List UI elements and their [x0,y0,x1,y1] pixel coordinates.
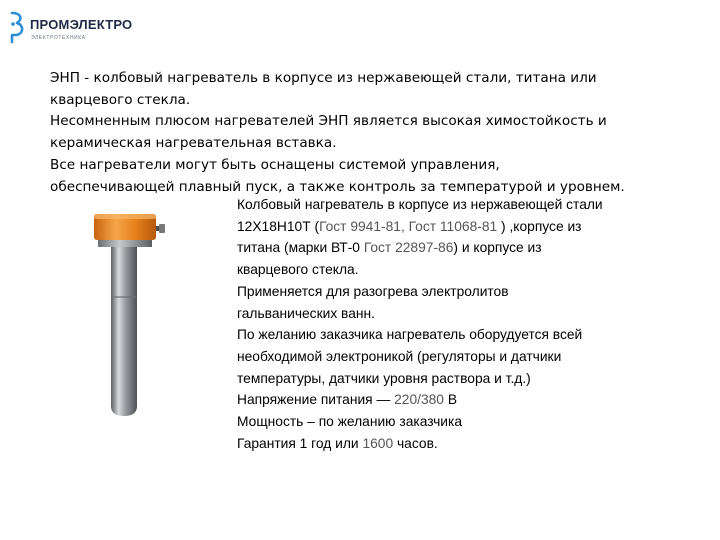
promelectro-logo-icon [8,10,26,44]
gost-reference: Гост 22897-86 [363,240,454,256]
tube-heater-icon [90,210,180,430]
intro-line: кварцевого стекла. [50,91,191,108]
details-text: ) и корпусе из [453,240,542,256]
details-line: необходимой электроникой (регуляторы и датчики [237,348,562,364]
intro-text [50,68,710,198]
details-line: температуры, датчики уровня раствора и т.д.) [237,370,531,386]
details-text: 12Х18Н10Т ( [237,218,320,234]
details-text: часов. [393,435,438,451]
warranty-hours-value: 1600 [362,435,394,451]
intro-line: Все нагреватели могут быть оснащены системой управления, [50,156,500,173]
details-text: Гарантия 1 год или [237,435,363,451]
warranty-line [237,433,707,455]
details-line: Применяется для разогрева электролитов [237,283,509,299]
voltage-value: 220/380 [394,392,444,408]
voltage-line [237,389,707,411]
intro-line: Несомненным плюсом нагревателей ЭНП является высокая химостойкость и [50,113,607,130]
details-line: Колбовый нагреватель в корпусе из нержавеющей стали [237,197,603,212]
details-line: Мощность – по желанию заказчика [237,414,462,430]
details-text: Напряжение питания — [237,392,395,408]
details-text: В [443,392,458,408]
intro-line: керамическая нагревательная вставка. [50,135,337,152]
details-line: гальванических ванн. [237,305,375,321]
details-line: кварцевого стекла. [237,262,359,278]
intro-line: ЭНП - колбовый нагреватель в корпусе из нержавеющей стали, титана или [50,70,597,86]
logo-tagline: ЭЛЕКТРОТЕХНИКА [31,35,86,41]
logo-company-name: ПРОМЭЛЕКТРО [30,17,133,32]
details-text: титана (марки ВТ-0 [237,240,364,256]
product-details [237,194,707,454]
gost-reference: Гост 9941-81, Гост 11068-81 [319,218,498,234]
details-line [237,216,707,238]
details-text: ) ,корпусе из [497,218,582,234]
intro-line: обеспечивающей плавный пуск, а также контроль за температурой и уровнем. [50,178,625,195]
details-line: По желанию заказчика нагреватель оборудуется всей [237,327,583,343]
details-line [237,237,707,259]
company-logo [8,10,168,46]
